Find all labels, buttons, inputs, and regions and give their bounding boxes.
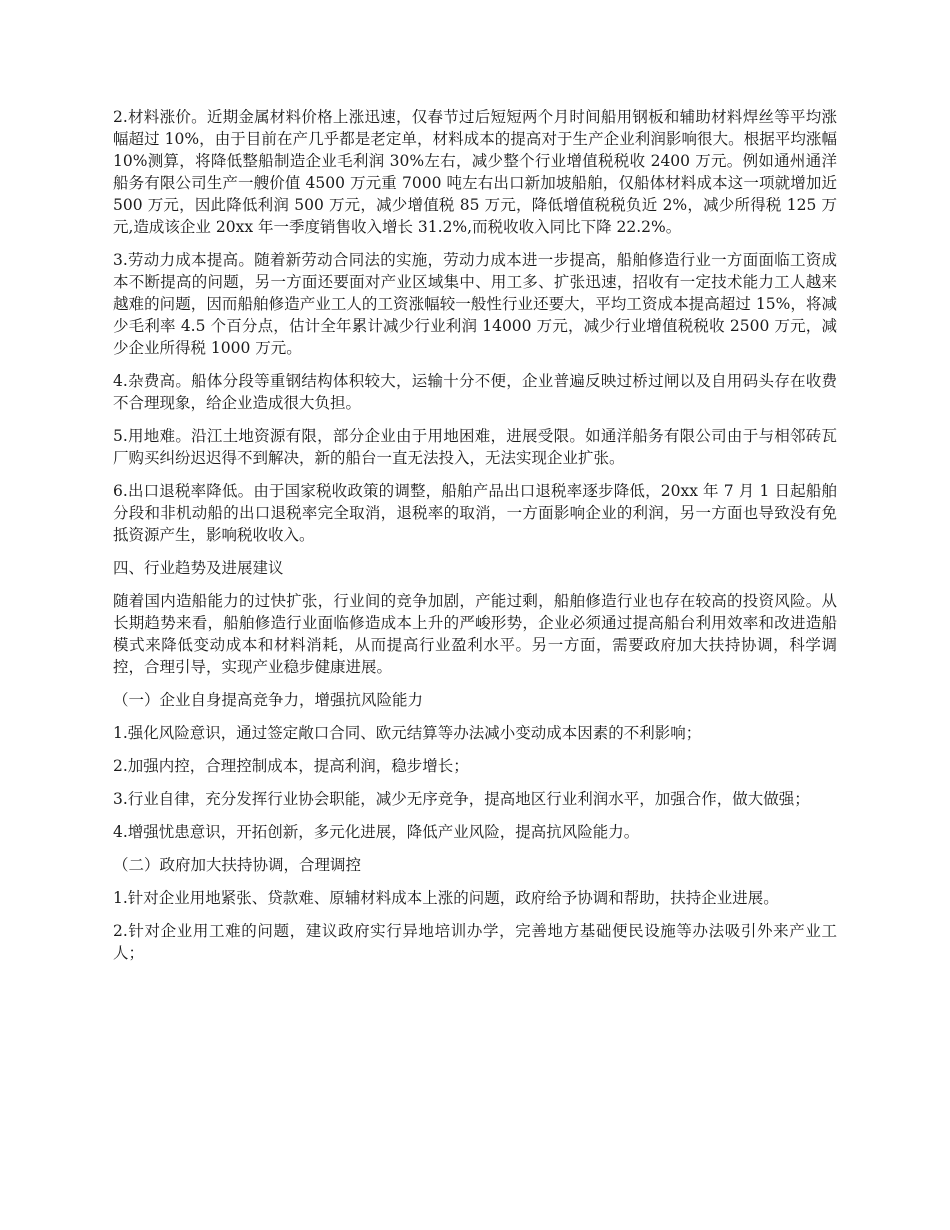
list-item-innovation: 4.增强忧患意识，开拓创新，多元化进展，降低产业风险，提高抗风险能力。 — [113, 823, 640, 841]
paragraph-misc-fees: 4.杂费高。船体分段等重钢结构体积较大，运输十分不便，企业普遍反映过桥过闸以及自用码头存在收费不合理现象，给企业造成很大负担。 — [113, 372, 837, 412]
paragraph-material-price: 2.材料涨价。近期金属材料价格上涨迅速，仅春节过后短短两个月时间船用钢板和辅助材料焊丝等平均涨幅超过 10%，由于目前在产几乎都是老定单，材料成本的提高对于生产企业利润影响很大。根据平均涨幅 10%测算，将降低整船制造企业毛利润 30%左右，减少整个行业增值税税收 2400 万元。例如通州通洋船务有限公司生产一艘价值 4500 万元重 7000 吨左右出口新加坡船舶，仅船体材料成本这一项就增加近 500 万元，因此降低利润 500 万元，减少增值税 85 万元，降低增值税税负近 2%，减少所得税 125 万元,造成该企业 20xx 年一季度销售收入增长 31.2%,而税收收入同比下降 22.2%。 — [113, 108, 837, 236]
subheading-government: （二）政府加大扶持协调，合理调控 — [113, 856, 362, 874]
paragraph-labor-cost: 3.劳动力成本提高。随着新劳动合同法的实施，劳动力成本进一步提高，船舶修造行业一方面面临工资成本不断提高的问题，另一方面还要面对产业区域集中、用工多、扩张迅速，招收有一定技术能力工人越来越难的问题，因而船舶修造产业工人的工资涨幅较一般性行业还要大，平均工资成本提高超过 15%，将减少毛利率 4.5 个百分点，估计全年累计减少行业利润 14000 万元，减少行业增值税税收 2500 万元，减少企业所得税 1000 万元。 — [113, 251, 837, 357]
list-item-gov-labor: 2.针对企业用工难的问题，建议政府实行异地培训办学，完善地方基础便民设施等办法吸引外来产业工人； — [113, 922, 837, 962]
subheading-enterprise: （一）企业自身提高竞争力，增强抗风险能力 — [113, 691, 424, 709]
list-item-self-discipline: 3.行业自律，充分发挥行业协会职能，减少无序竞争，提高地区行业利润水平，加强合作，做大做强； — [113, 790, 810, 808]
paragraph-trends-intro: 随着国内造船能力的过快扩张，行业间的竞争加剧，产能过剩，船舶修造行业也存在较高的投资风险。从长期趋势来看，船舶修造行业面临修造成本上升的严峻形势，企业必须通过提高船台利用效率和改进造船模式来降低变动成本和材料消耗，从而提高行业盈利水平。另一方面，需要政府加大扶持协调，科学调控，合理引导，实现产业稳步健康进展。 — [113, 592, 837, 676]
paragraph-export-rebate: 6.出口退税率降低。由于国家税收政策的调整，船舶产品出口退税率逐步降低，20xx 年 7 月 1 日起船舶分段和非机动船的出口退税率完全取消，退税率的取消，一方面影响企业的利润，另一方面也导致没有免抵资源产生，影响税收收入。 — [113, 482, 837, 544]
list-item-risk-awareness: 1.强化风险意识，通过签定敞口合同、欧元结算等办法减小变动成本因素的不利影响； — [113, 724, 702, 742]
document-body — [113, 106, 837, 975]
list-item-internal-control: 2.加强内控，合理控制成本，提高利润，稳步增长； — [113, 757, 469, 775]
section-heading-trends: 四、行业趋势及进展建议 — [113, 559, 284, 577]
paragraph-land-use: 5.用地难。沿江土地资源有限，部分企业由于用地困难，进展受限。如通洋船务有限公司由于与相邻砖瓦厂购买纠纷迟迟得不到解决，新的船台一直无法投入，无法实现企业扩张。 — [113, 427, 837, 467]
list-item-gov-land-loans: 1.针对企业用地紧张、贷款难、原辅材料成本上涨的问题，政府给予协调和帮助，扶持企业进展。 — [113, 889, 779, 907]
